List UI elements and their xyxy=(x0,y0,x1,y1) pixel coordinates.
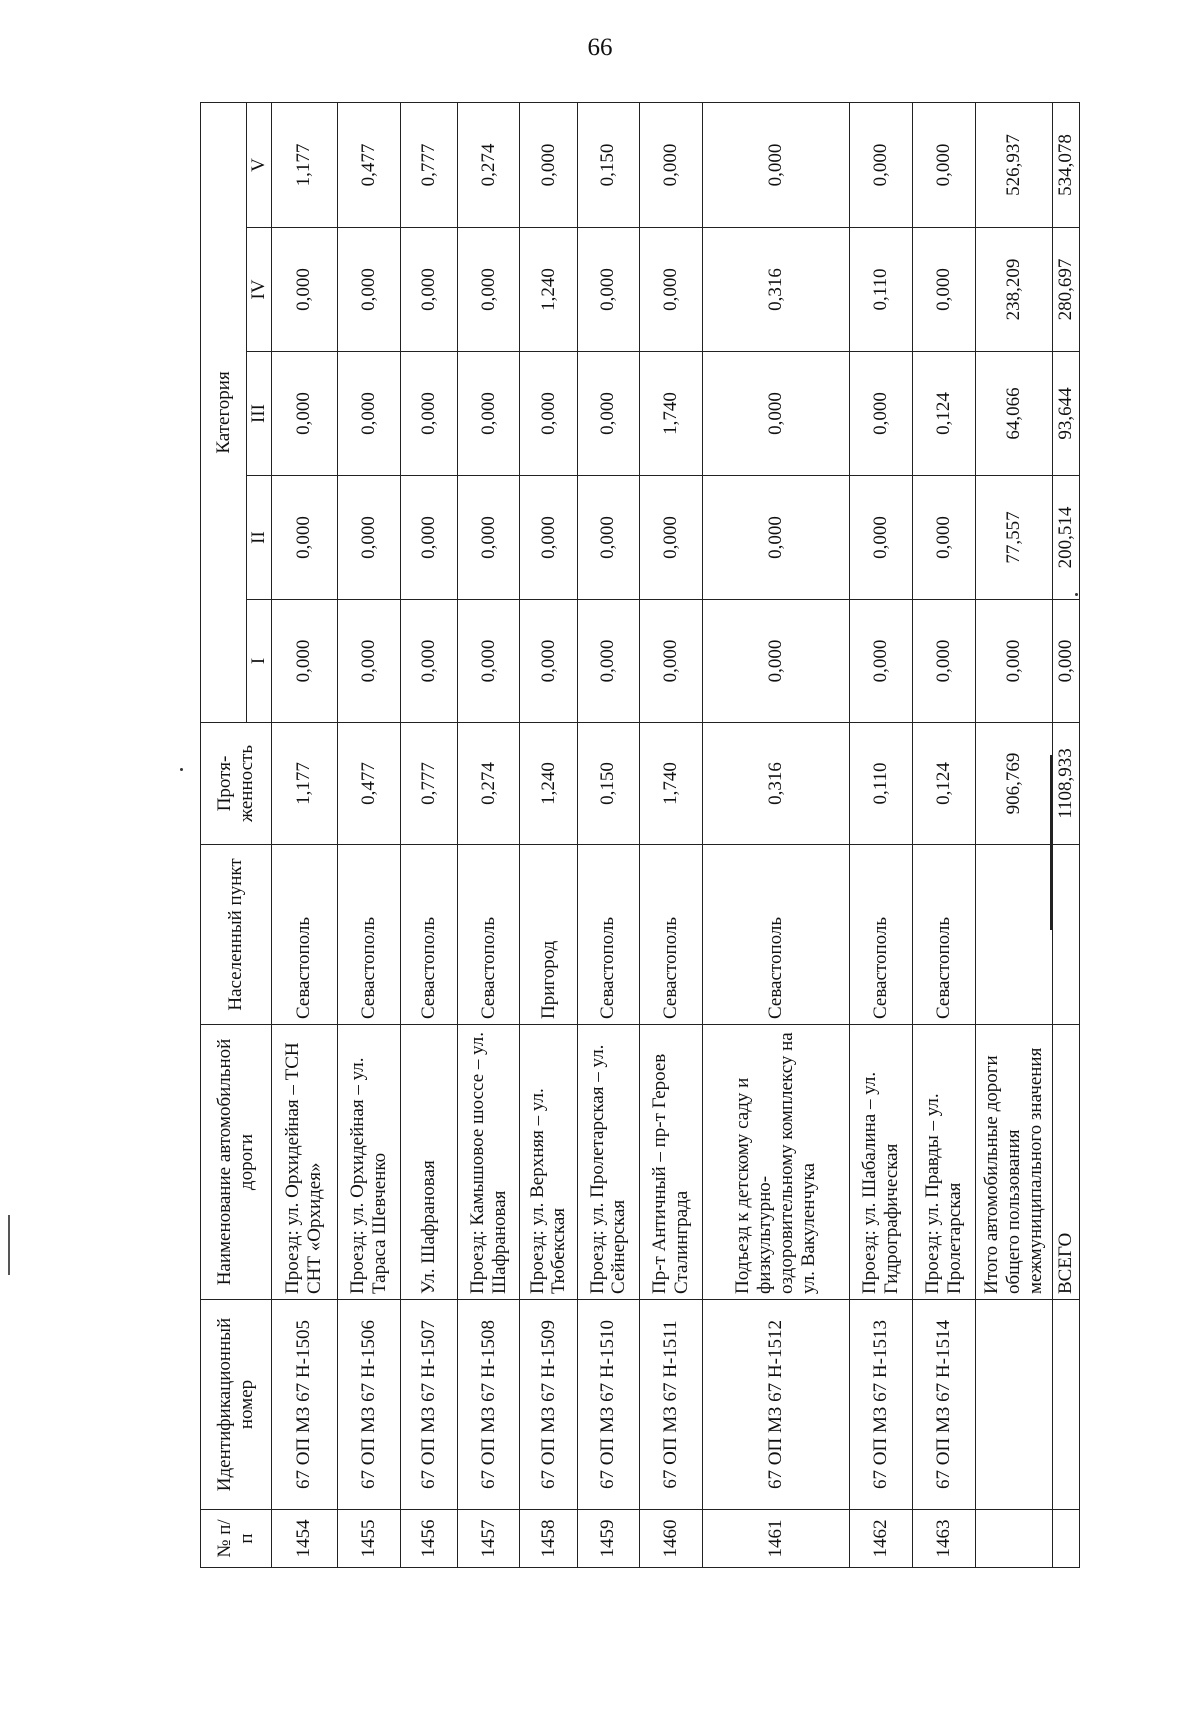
category-1-value: 0,000 xyxy=(400,600,457,723)
header-id: Идентификационный номер xyxy=(201,1300,272,1510)
category-1-value: 0,000 xyxy=(337,600,400,723)
row-number: 1459 xyxy=(577,1510,640,1568)
road-length: 0,124 xyxy=(912,723,975,845)
road-name: Проезд: ул. Правды – ул. Пролетарская xyxy=(912,1025,975,1300)
total-row xyxy=(1052,102,1079,1567)
category-5-value: 0,000 xyxy=(850,102,913,227)
category-5-value: 0,000 xyxy=(640,102,703,227)
category-2-value: 0,000 xyxy=(271,476,337,600)
category-3-value: 0,000 xyxy=(850,352,913,476)
category-2-value: 0,000 xyxy=(702,476,849,600)
category-3-value: 0,000 xyxy=(337,352,400,476)
header-length: Протя-женность xyxy=(201,723,272,845)
header-category-3: III xyxy=(247,352,272,476)
road-id: 67 ОП МЗ 67 Н-1505 xyxy=(271,1300,337,1510)
road-name: Пр-т Античный – пр-т Героев Сталинграда xyxy=(640,1025,703,1300)
table-row xyxy=(912,102,975,1567)
category-4-value: 0,000 xyxy=(400,228,457,352)
category-3-value: 0,000 xyxy=(271,352,337,476)
category-2-value: 0,000 xyxy=(520,476,577,600)
margin-line xyxy=(1050,755,1052,930)
subtotal-category-1-value: 0,000 xyxy=(975,600,1052,723)
subtotal-length: 906,769 xyxy=(975,723,1052,845)
total-category-4-value: 280,697 xyxy=(1052,228,1079,352)
subtotal-category-5-value: 526,937 xyxy=(975,102,1052,227)
table-row xyxy=(702,102,849,1567)
category-1-value: 0,000 xyxy=(912,600,975,723)
rotated-table-area xyxy=(200,103,1080,1568)
header-category: Категория xyxy=(201,102,247,722)
page-number: 66 xyxy=(587,34,613,61)
category-3-value: 0,000 xyxy=(400,352,457,476)
road-id: 67 ОП МЗ 67 Н-1512 xyxy=(702,1300,849,1510)
road-length: 0,150 xyxy=(577,723,640,845)
road-id: 67 ОП МЗ 67 Н-1508 xyxy=(457,1300,520,1510)
road-length: 1,240 xyxy=(520,723,577,845)
road-length: 0,274 xyxy=(457,723,520,845)
row-number: 1460 xyxy=(640,1510,703,1568)
road-id: 67 ОП МЗ 67 Н-1514 xyxy=(912,1300,975,1510)
row-number: 1461 xyxy=(702,1510,849,1568)
header-category-5: V xyxy=(247,102,272,227)
subtotal-label: Итого автомобильные дороги общего пользования межмуниципального значения xyxy=(975,1025,1052,1300)
subtotal-category-3-value: 64,066 xyxy=(975,352,1052,476)
category-5-value: 0,000 xyxy=(520,102,577,227)
scan-speck xyxy=(180,768,183,771)
subtotal-row xyxy=(975,102,1052,1567)
category-1-value: 0,000 xyxy=(577,600,640,723)
category-3-value: 0,000 xyxy=(702,352,849,476)
road-length: 0,477 xyxy=(337,723,400,845)
total-category-5-value: 534,078 xyxy=(1052,102,1079,227)
settlement: Севастополь xyxy=(640,845,703,1025)
header-category-2: II xyxy=(247,476,272,600)
category-2-value: 0,000 xyxy=(400,476,457,600)
row-number: 1456 xyxy=(400,1510,457,1568)
road-name: Подъезд к детскому саду и физкультурно-оздоровительному комплексу на ул. Вакуленчука xyxy=(702,1025,849,1300)
road-length: 0,110 xyxy=(850,723,913,845)
road-name: Проезд: ул. Орхидейная – ТСН СНТ «Орхидея» xyxy=(271,1025,337,1300)
subtotal-category-2-value: 77,557 xyxy=(975,476,1052,600)
category-2-value: 0,000 xyxy=(850,476,913,600)
category-3-value: 1,740 xyxy=(640,352,703,476)
category-1-value: 0,000 xyxy=(850,600,913,723)
table-row xyxy=(457,102,520,1567)
settlement: Севастополь xyxy=(850,845,913,1025)
road-id: 67 ОП МЗ 67 Н-1507 xyxy=(400,1300,457,1510)
table-row xyxy=(337,102,400,1567)
category-5-value: 0,150 xyxy=(577,102,640,227)
header-name: Наименование автомобильной дороги xyxy=(201,1025,272,1300)
empty-cell xyxy=(1052,1510,1079,1568)
total-length: 1108,933 xyxy=(1052,723,1079,845)
row-number: 1455 xyxy=(337,1510,400,1568)
category-4-value: 0,000 xyxy=(457,228,520,352)
settlement: Севастополь xyxy=(577,845,640,1025)
category-5-value: 0,000 xyxy=(912,102,975,227)
road-name: Проезд: ул. Орхидейная – ул. Тараса Шевченко xyxy=(337,1025,400,1300)
category-4-value: 0,000 xyxy=(912,228,975,352)
settlement: Севастополь xyxy=(457,845,520,1025)
row-number: 1462 xyxy=(850,1510,913,1568)
header-category-1: I xyxy=(247,600,272,723)
total-category-2-value: 200,514 xyxy=(1052,476,1079,600)
category-3-value: 0,124 xyxy=(912,352,975,476)
total-label: ВСЕГО xyxy=(1052,1025,1079,1300)
header-place: Населенный пункт xyxy=(201,845,272,1025)
category-1-value: 0,000 xyxy=(702,600,849,723)
header-row-1 xyxy=(201,102,247,1567)
category-1-value: 0,000 xyxy=(457,600,520,723)
total-category-1-value: 0,000 xyxy=(1052,600,1079,723)
category-2-value: 0,000 xyxy=(640,476,703,600)
road-id: 67 ОП МЗ 67 Н-1510 xyxy=(577,1300,640,1510)
settlement: Севастополь xyxy=(400,845,457,1025)
settlement: Севастополь xyxy=(337,845,400,1025)
rotated-table-container xyxy=(200,103,1080,1568)
row-number: 1457 xyxy=(457,1510,520,1568)
table-row xyxy=(400,102,457,1567)
scan-edge-mark xyxy=(8,1215,10,1275)
table-row xyxy=(271,102,337,1567)
category-4-value: 0,000 xyxy=(577,228,640,352)
settlement: Севастополь xyxy=(702,845,849,1025)
road-name: Проезд: Камышовое шоссе – ул. Шафрановая xyxy=(457,1025,520,1300)
road-name: Проезд: ул. Шабалина – ул. Гидрографическая xyxy=(850,1025,913,1300)
category-5-value: 0,477 xyxy=(337,102,400,227)
settlement: Севастополь xyxy=(912,845,975,1025)
settlement: Пригород xyxy=(520,845,577,1025)
row-number: 1463 xyxy=(912,1510,975,1568)
table-row xyxy=(520,102,577,1567)
category-4-value: 0,000 xyxy=(337,228,400,352)
table-row xyxy=(577,102,640,1567)
scan-speck xyxy=(1075,593,1078,596)
empty-cell xyxy=(975,1300,1052,1510)
empty-cell xyxy=(975,845,1052,1025)
category-1-value: 0,000 xyxy=(520,600,577,723)
category-5-value: 0,000 xyxy=(702,102,849,227)
empty-cell xyxy=(1052,845,1079,1025)
road-length: 0,777 xyxy=(400,723,457,845)
empty-cell xyxy=(1052,1300,1079,1510)
road-id: 67 ОП МЗ 67 Н-1513 xyxy=(850,1300,913,1510)
category-2-value: 0,000 xyxy=(577,476,640,600)
category-4-value: 0,110 xyxy=(850,228,913,352)
category-4-value: 0,000 xyxy=(271,228,337,352)
category-1-value: 0,000 xyxy=(271,600,337,723)
road-length: 1,177 xyxy=(271,723,337,845)
road-name: Проезд: ул. Верхняя – ул. Тюбекская xyxy=(520,1025,577,1300)
empty-cell xyxy=(975,1510,1052,1568)
header-num: № п/п xyxy=(201,1510,272,1568)
category-5-value: 1,177 xyxy=(271,102,337,227)
category-2-value: 0,000 xyxy=(912,476,975,600)
category-1-value: 0,000 xyxy=(640,600,703,723)
row-number: 1458 xyxy=(520,1510,577,1568)
subtotal-category-4-value: 238,209 xyxy=(975,228,1052,352)
category-2-value: 0,000 xyxy=(457,476,520,600)
category-4-value: 0,000 xyxy=(640,228,703,352)
category-5-value: 0,777 xyxy=(400,102,457,227)
road-name: Проезд: ул. Пролетарская – ул. Сейнерская xyxy=(577,1025,640,1300)
category-2-value: 0,000 xyxy=(337,476,400,600)
road-length: 1,740 xyxy=(640,723,703,845)
row-number: 1454 xyxy=(271,1510,337,1568)
road-id: 67 ОП МЗ 67 Н-1511 xyxy=(640,1300,703,1510)
settlement: Севастополь xyxy=(271,845,337,1025)
roads-table xyxy=(200,102,1080,1568)
category-3-value: 0,000 xyxy=(520,352,577,476)
table-row xyxy=(640,102,703,1567)
category-5-value: 0,274 xyxy=(457,102,520,227)
road-length: 0,316 xyxy=(702,723,849,845)
road-id: 67 ОП МЗ 67 Н-1509 xyxy=(520,1300,577,1510)
table-row xyxy=(850,102,913,1567)
category-3-value: 0,000 xyxy=(577,352,640,476)
road-id: 67 ОП МЗ 67 Н-1506 xyxy=(337,1300,400,1510)
category-4-value: 0,316 xyxy=(702,228,849,352)
category-4-value: 1,240 xyxy=(520,228,577,352)
road-name: Ул. Шафрановая xyxy=(400,1025,457,1300)
table-body xyxy=(271,102,1079,1567)
category-3-value: 0,000 xyxy=(457,352,520,476)
header-category-4: IV xyxy=(247,228,272,352)
total-category-3-value: 93,644 xyxy=(1052,352,1079,476)
